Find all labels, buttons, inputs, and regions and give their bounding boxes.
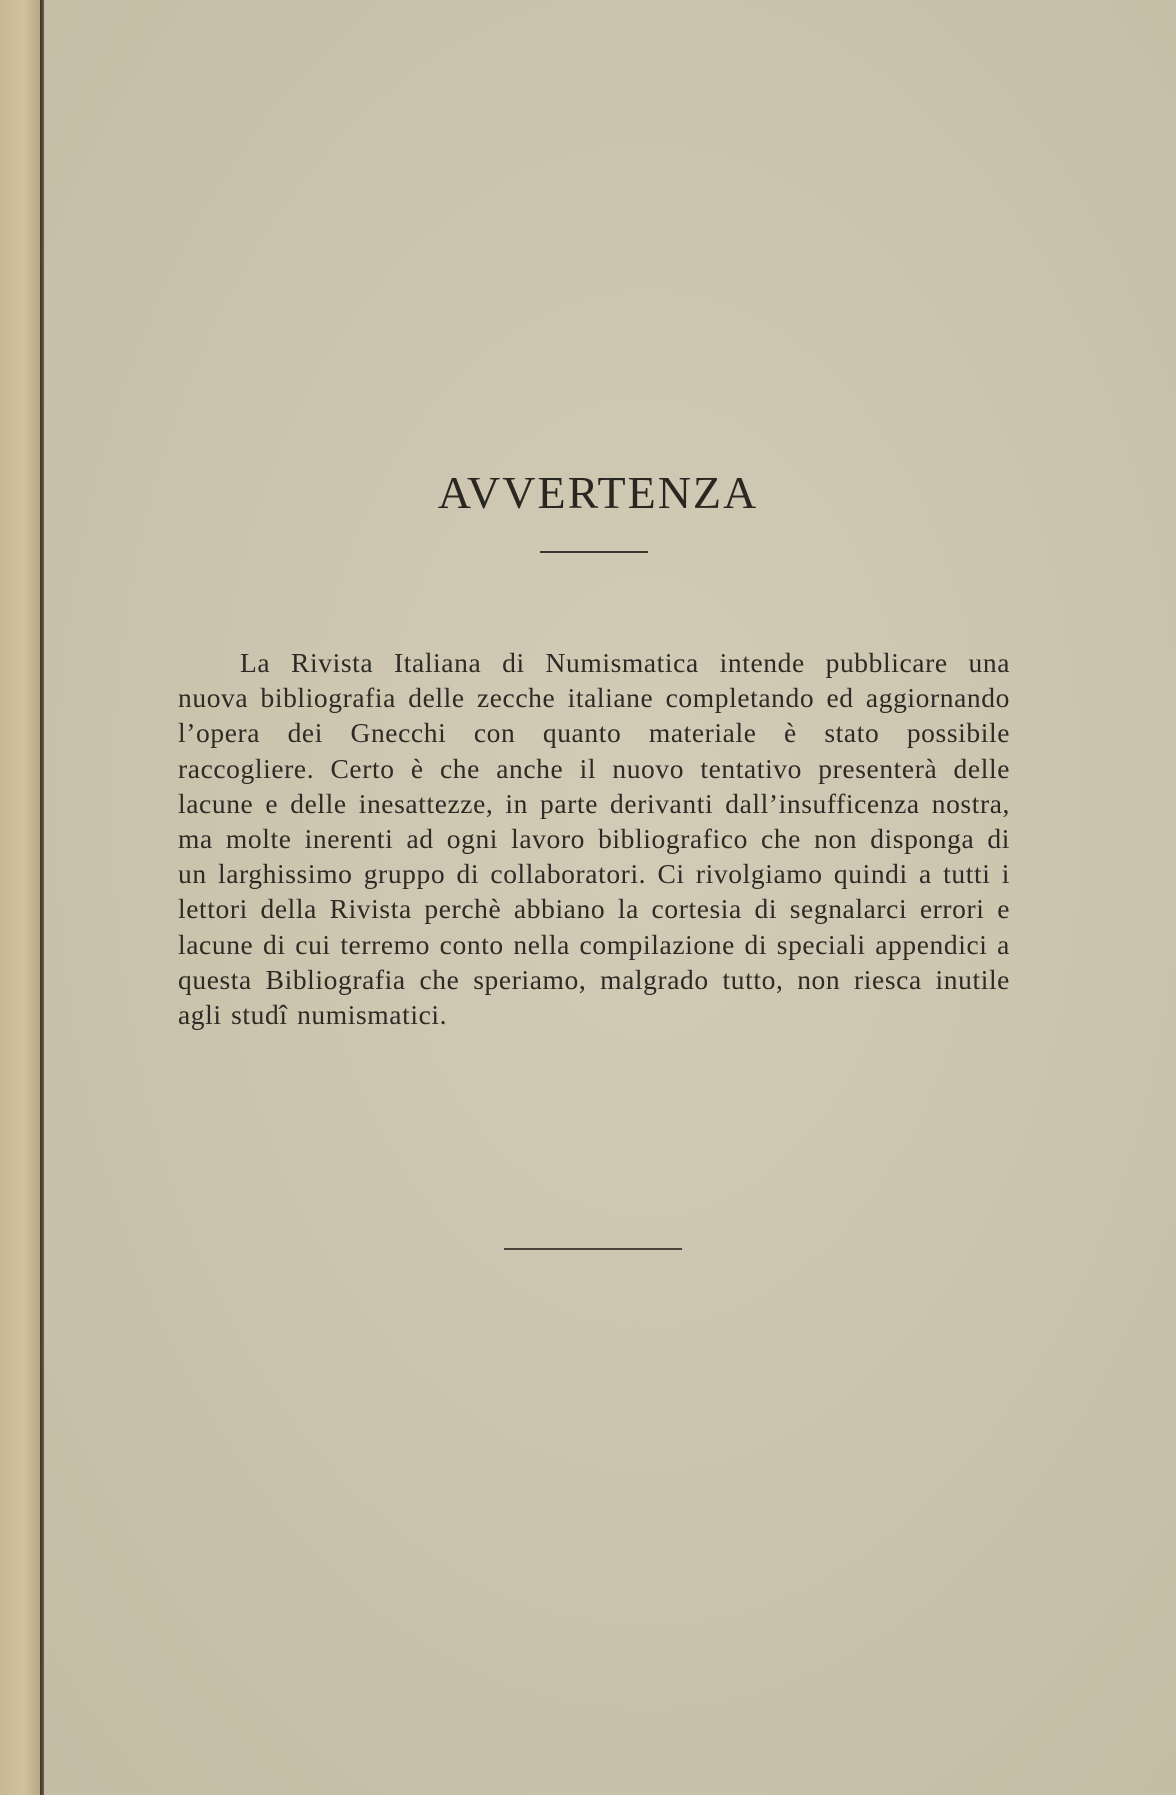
notice-paragraph: La Rivista Italiana di Numismatica intende pubblicare una nuova bibliografia delle zecche italiane completando ed aggiornando l’opera dei Gnecchi con quanto materiale è stato possibile raccogliere. Certo è che anche il nuovo tentativo presenterà delle lacune e delle inesattezze, in parte derivanti dall’insufficenza nostra, ma molte inerenti ad ogni lavoro bibliografico che non disponga di un larghissimo gruppo di collaboratori. Ci rivolgiamo quindi a tutti i lettori della Rivista perchè abbiano la cortesia di segnalarci errori e lacune di cui terremo conto nella compilazione di speciali appendici a questa Bibliografia che speriamo, malgrado tutto, non riesca inutile agli studî numismatici. bbox=[178, 647, 1010, 1031]
spine-shadow-line bbox=[40, 0, 44, 1795]
book-spine-edge bbox=[0, 0, 40, 1795]
title-underline-divider bbox=[540, 551, 648, 553]
page-title: AVVERTENZA bbox=[437, 467, 759, 518]
closing-divider bbox=[504, 1248, 682, 1250]
